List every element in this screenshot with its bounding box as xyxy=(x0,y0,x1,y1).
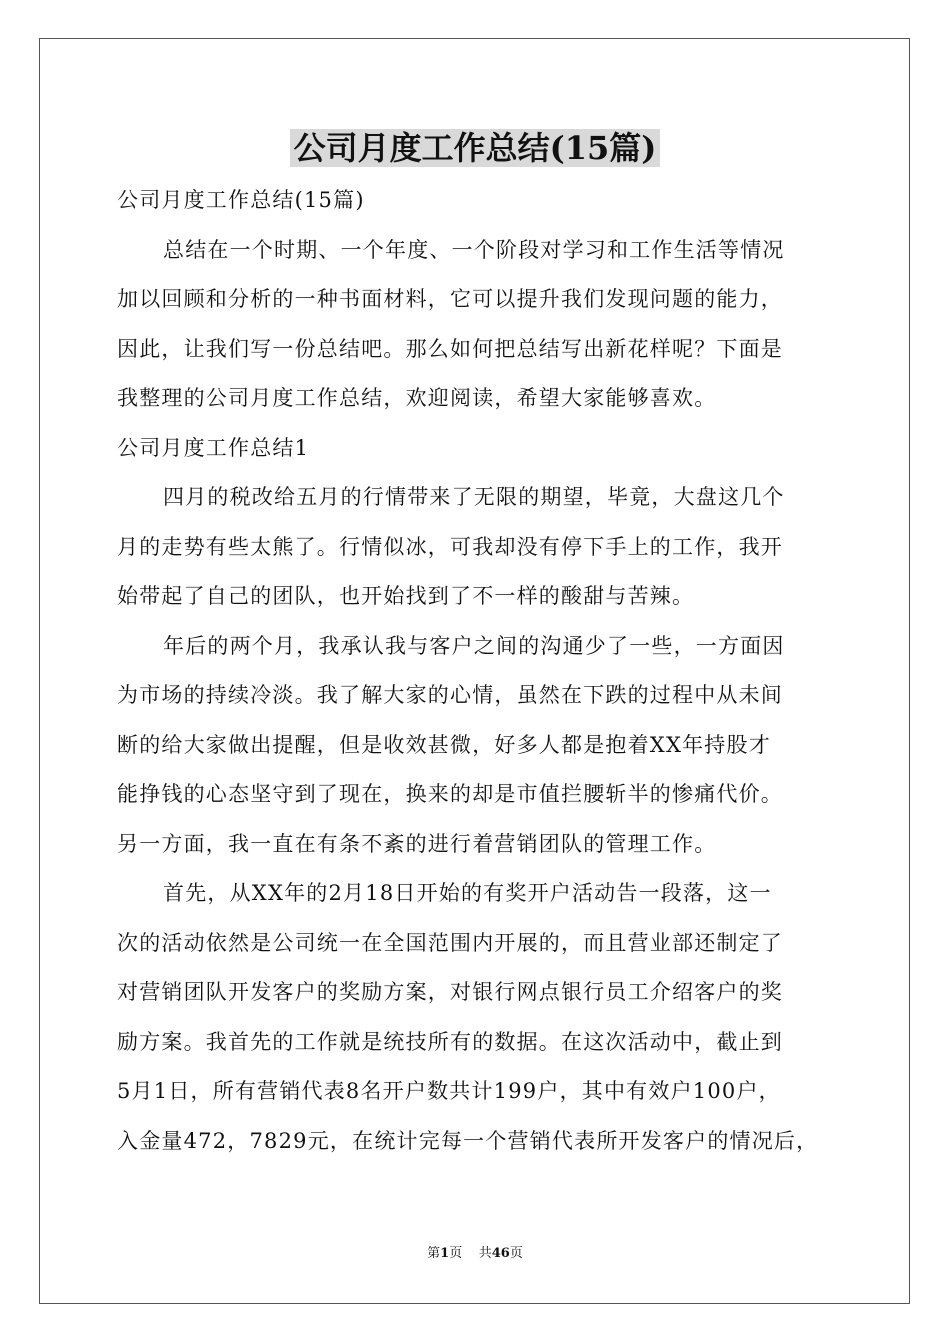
text-line: 入金量472，7829元，在统计完每一个营销代表所开发客户的情况后， xyxy=(117,1128,819,1153)
footer-total-unit: 页 xyxy=(509,1246,523,1261)
text-line: 因此，让我们写一份总结吧。那么如何把总结写出新花样呢？下面是 xyxy=(117,336,783,361)
text-line: 始带起了自己的团队，也开始找到了不一样的酸甜与苦辣。 xyxy=(117,584,695,608)
text-line: 月的走势有些太熊了。行情似冰，可我却没有停下手上的工作，我开 xyxy=(117,534,783,559)
text-line: 5月1日，所有营销代表8名开户数共计199户，其中有效户100户， xyxy=(117,1079,781,1103)
text-line: 我整理的公司月度工作总结，欢迎阅读，希望大家能够喜欢。 xyxy=(117,386,717,410)
document-title xyxy=(0,126,950,170)
document-body xyxy=(117,176,833,1166)
text-line: 总结在一个时期、一个年度、一个阶段对学习和工作生活等情况 xyxy=(163,237,785,262)
footer-page-current: 1 xyxy=(440,1246,450,1261)
text-line: 另一方面，我一直在有条不紊的进行着营销团队的管理工作。 xyxy=(117,831,717,856)
text-line: 励方案。我首先的工作就是统技所有的数据。在这次活动中，截止到 xyxy=(117,1029,783,1054)
text-line: 能挣钱的心态坚守到了现在，换来的却是市值拦腰斩半的惨痛代价。 xyxy=(117,782,783,806)
text-line: 为市场的持续冷淡。我了解大家的心情，虽然在下跌的过程中从未间 xyxy=(117,683,783,707)
text-line: 首先，从XX年的2月18日开始的有奖开户活动告一段落，这一 xyxy=(163,881,772,905)
footer-total-prefix: 共 xyxy=(478,1246,492,1261)
text-line: 断的给大家做出提醒，但是收效甚微，好多人都是抱着XX年持股才 xyxy=(117,732,771,757)
text-line: 公司月度工作总结(15篇) xyxy=(117,188,365,212)
text-line: 对营销团队开发客户的奖励方案，对银行网点银行员工介绍客户的奖 xyxy=(117,980,783,1004)
text-line: 加以回顾和分析的一种书面材料，它可以提升我们发现问题的能力， xyxy=(117,287,783,311)
footer-page-unit: 页 xyxy=(449,1246,463,1261)
page-footer xyxy=(0,1246,950,1262)
text-line: 四月的税改给五月的行情带来了无限的期望，毕竟，大盘这几个 xyxy=(163,485,785,509)
document-title-text: 公司月度工作总结(15篇) xyxy=(290,129,661,167)
text-line: 次的活动依然是公司统一在全国范围内开展的，而且营业部还制定了 xyxy=(117,930,783,955)
text-line: 年后的两个月，我承认我与客户之间的沟通少了一些，一方面因 xyxy=(163,633,785,658)
footer-page-total: 46 xyxy=(491,1246,510,1261)
text-line: 公司月度工作总结1 xyxy=(117,435,310,460)
footer-page-prefix: 第 xyxy=(427,1246,441,1261)
